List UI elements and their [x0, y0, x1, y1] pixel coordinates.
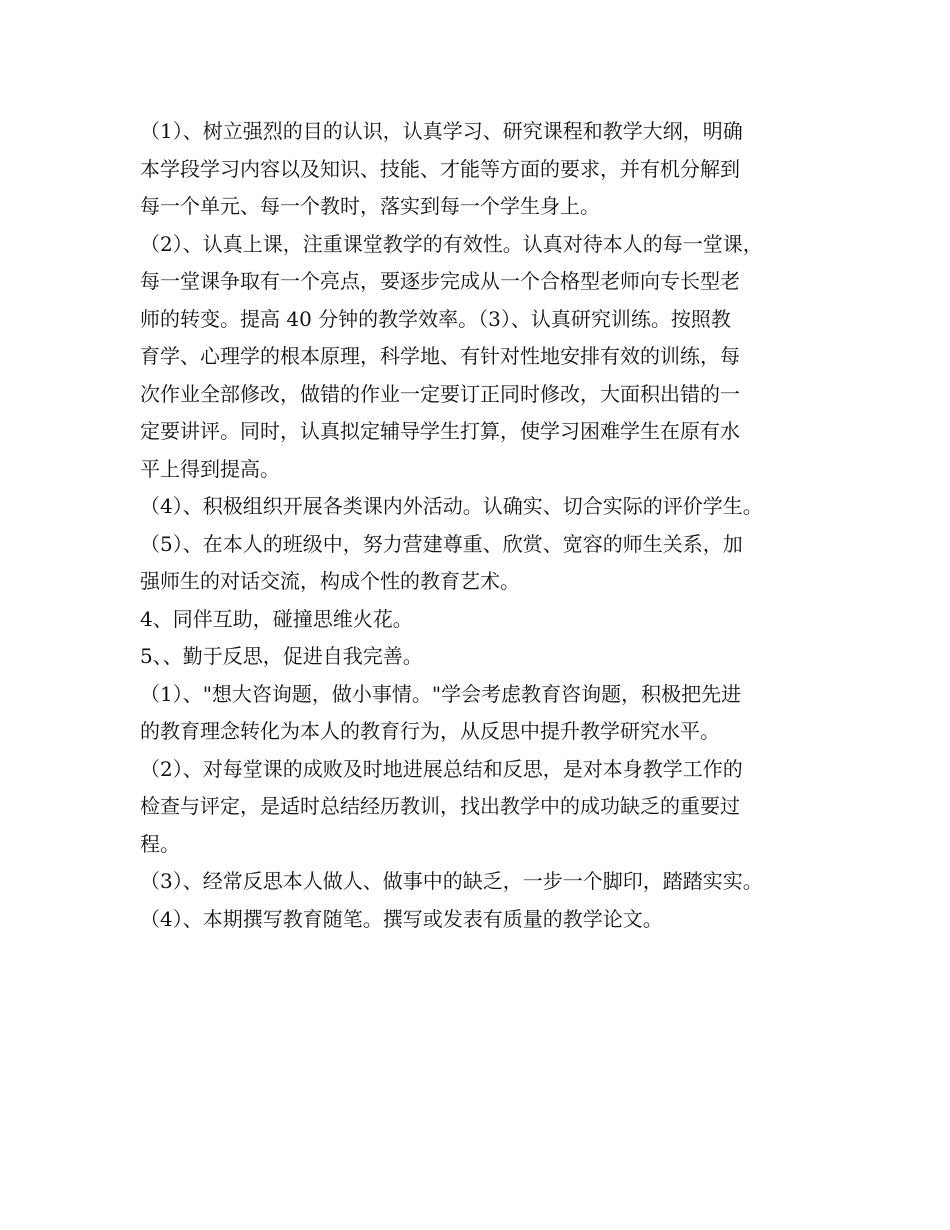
- text-line: （1）、树立强烈的目的认识，认真学习、研究课程和教学大纲，明确: [140, 119, 743, 143]
- text-line: 检查与评定，是适时总结经历教训，找出教学中的成功缺乏的重要过: [140, 794, 740, 818]
- paragraph-1: [140, 113, 830, 226]
- paragraph-7: [140, 676, 830, 751]
- text-line: （4）、本期撰写教育随笔。撰写或发表有质量的教学论文。: [140, 906, 663, 931]
- paragraph-2: [140, 226, 830, 489]
- text-line: 5、、勤于反思，促进自我完善。: [140, 644, 423, 668]
- text-line: （4）、积极组织开展各类课内外活动。认确实、切合实际的评价学生。: [140, 494, 763, 518]
- text-line: 4、同伴互助，碰撞思维火花。: [140, 606, 413, 631]
- text-line: （3）、经常反思本人做人、做事中的缺乏，一步一个脚印，踏踏实实。: [140, 869, 763, 893]
- text-line: 的教育理念转化为本人的教育行为，从反思中提升教学研究水平。: [140, 719, 720, 743]
- text-line: （2）、认真上课，注重课堂教学的有效性。认真对待本人的每一堂课，: [140, 231, 763, 256]
- text-line: （5）、在本人的班级中，努力营建尊重、欣赏、宽容的师生关系，加: [140, 531, 743, 556]
- text-line: （2）、对每堂课的成败及时地进展总结和反思，是对本身教学工作的: [140, 756, 743, 781]
- paragraph-9: [140, 863, 830, 901]
- paragraph-8: [140, 751, 830, 864]
- text-line: 每一个单元、每一个教时，落实到每一个学生身上。: [140, 194, 600, 218]
- text-line: 定要讲评。同时，认真拟定辅导学生打算，使学习困难学生在原有水: [140, 419, 740, 443]
- text-line: 强师生的对话交流，构成个性的教育艺术。: [140, 569, 520, 593]
- text-line: 平上得到提高。: [140, 456, 280, 481]
- text-line: 本学段学习内容以及知识、技能、才能等方面的要求，并有机分解到: [140, 156, 740, 181]
- text-line: 程。: [140, 831, 180, 856]
- text-line: 次作业全部修改，做错的作业一定要订正同时修改，大面积出错的一: [140, 381, 740, 406]
- text-line: 育学、心理学的根本原理，科学地、有针对性地安排有效的训练，每: [140, 344, 740, 368]
- document-body: [140, 113, 830, 938]
- paragraph-4: [140, 526, 830, 601]
- paragraph-3: [140, 488, 830, 526]
- text-line: （1）、"想大咨询题，做小事情。"学会考虑教育咨询题，积极把先进: [140, 681, 742, 706]
- paragraph-10: [140, 901, 830, 939]
- text-line: 每一堂课争取有一个亮点，要逐步完成从一个合格型老师向专长型老: [140, 269, 740, 293]
- paragraph-5: [140, 601, 830, 639]
- text-line: 师的转变。提高 40 分钟的教学效率。（3）、认真研究训练。按照教: [140, 306, 731, 331]
- paragraph-6: [140, 638, 830, 676]
